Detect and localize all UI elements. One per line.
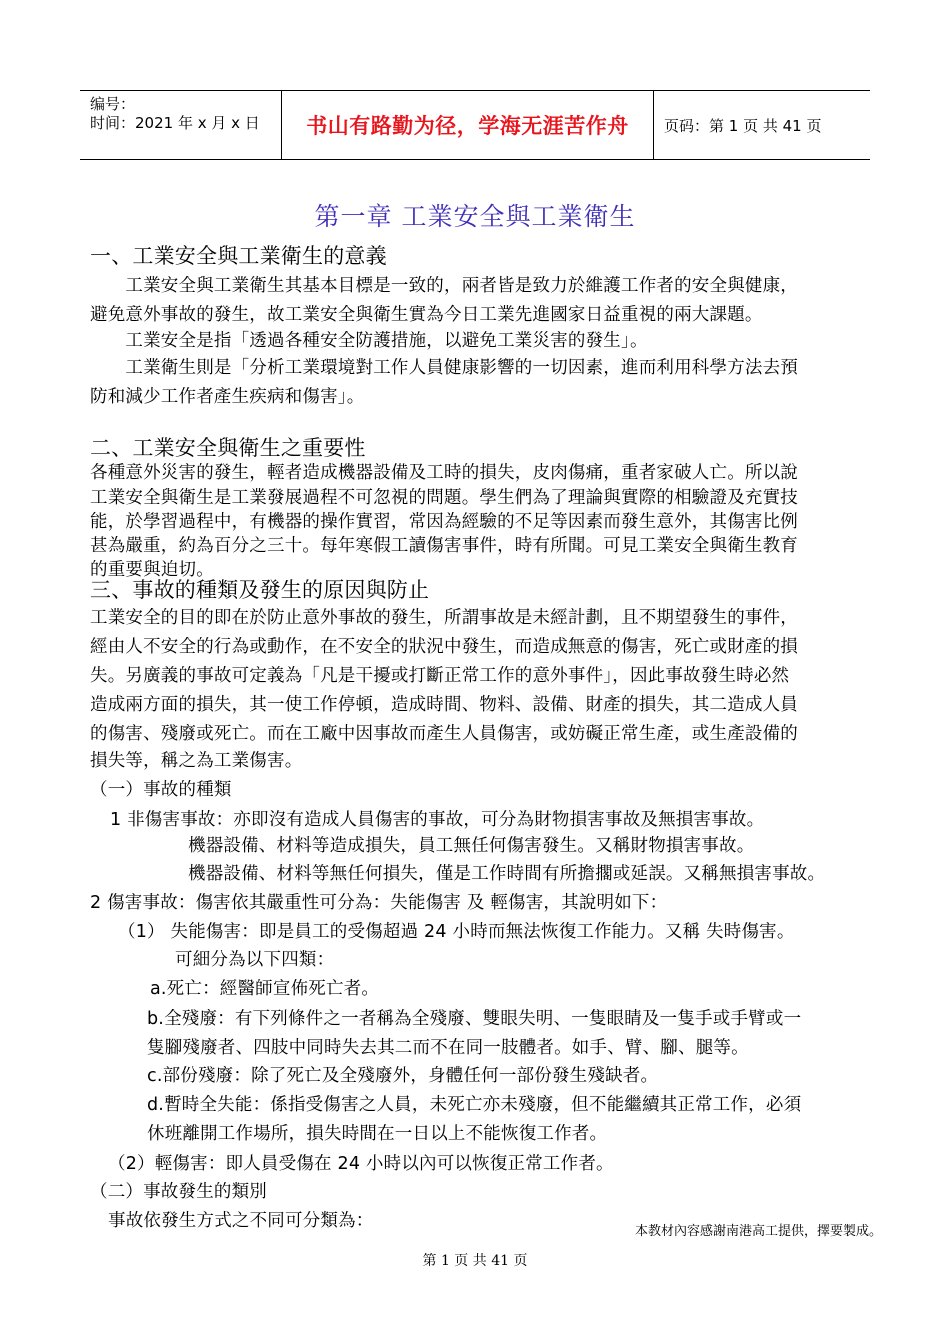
list-item: （2）輕傷害：即人員受傷在 24 小時以內可以恢復正常工作者。: [108, 1154, 614, 1174]
section-heading: 二、工業安全與衛生之重要性: [90, 436, 366, 460]
paragraph-line: 工業衛生則是「分析工業環境對工作人員健康影響的一切因素，進而利用科學方法去預: [90, 358, 798, 378]
header-table: [80, 90, 870, 160]
paragraph-line: 工業安全的目的即在於防止意外事故的發生，所謂事故是未經計劃，且不期望發生的事件，: [90, 608, 798, 628]
paragraph-line: 工業安全與工業衛生其基本目標是一致的，兩者皆是致力於維護工作者的安全與健康，: [90, 276, 798, 296]
list-item-detail: 隻腳殘廢者、四肢中同時失去其二而不在同一肢體者。如手、臂、腳、腿等。: [147, 1038, 749, 1058]
motto: 书山有路勤为径，学海无涯苦作舟: [281, 91, 654, 159]
paragraph-line: 事故依發生方式之不同可分類為：: [108, 1211, 374, 1231]
paragraph-line: 各種意外災害的發生，輕者造成機器設備及工時的損失，皮肉傷痛，重者家破人亡。所以說: [90, 463, 798, 483]
list-item: （1） 失能傷害：即是員工的受傷超過 24 小時而無法恢復工作能力。又稱 失時傷害。: [118, 922, 795, 942]
section-heading: 一、工業安全與工業衛生的意義: [90, 244, 387, 268]
list-item-detail: b.全殘廢：有下列條件之一者稱為全殘廢、雙眼失明、一隻眼睛及一隻手或手臂或一: [147, 1009, 802, 1029]
section-heading: 三、事故的種類及發生的原因與防止: [90, 578, 430, 602]
page-number: 第 1 页 共 41 页: [422, 1253, 528, 1269]
paragraph-line: 工業安全與衛生是工業發展過程不可忽視的問題。學生們為了理論與實際的相驗證及充實技: [90, 488, 798, 508]
paragraph-line: 甚為嚴重，約為百分之三十。每年寒假工讀傷害事件，時有所聞。可見工業安全與衛生教育: [90, 536, 798, 556]
list-item: 1 非傷害事故：亦即沒有造成人員傷害的事故，可分為財物損害事故及無損害事故。: [110, 810, 765, 830]
paragraph-line: 能，於學習過程中，有機器的操作實習，常因為經驗的不足等因素而發生意外，其傷害比例: [90, 512, 798, 532]
subsection-heading: （二）事故發生的類別: [90, 1182, 267, 1202]
footer-note: 本教材內容感謝南港高工提供，擇要製成。: [634, 1224, 882, 1239]
list-item-detail: d.暫時全失能：係指受傷害之人員，未死亡亦未殘廢，但不能繼續其正常工作，必須: [147, 1095, 802, 1115]
subsection-heading: （一）事故的種類: [90, 780, 232, 800]
paragraph-line: 的重要與迫切。: [90, 560, 214, 580]
paragraph-line: 工業安全是指「透過各種安全防護措施，以避免工業災害的發生」。: [90, 331, 648, 351]
number-label: 编号：: [90, 95, 136, 113]
time-label: 时间：2021 年 x 月 x 日: [90, 114, 260, 132]
chapter-title: 第一章 工業安全與工業衛生: [314, 202, 636, 231]
list-item-detail: 休班離開工作場所，損失時間在一日以上不能恢復工作者。: [147, 1124, 608, 1144]
paragraph-line: 的傷害、殘廢或死亡。而在工廠中因事故而產生人員傷害，或妨礙正常生產，或生產設備的: [90, 724, 798, 744]
list-item: 2 傷害事故：傷害依其嚴重性可分為：失能傷害 及 輕傷害，其說明如下：: [90, 893, 668, 913]
paragraph-line: 防和減少工作者產生疾病和傷害」。: [90, 387, 365, 407]
header-meta-cell: [80, 91, 280, 159]
paragraph-line: 經由人不安全的行為或動作，在不安全的狀況中發生，而造成無意的傷害，死亡或財產的損: [90, 637, 798, 657]
paragraph-line: 造成兩方面的損失，其一使工作停頓，造成時間、物料、設備、財產的損失，其二造成人員: [90, 695, 798, 715]
page-info: 页码：第 1 页 共 41 页: [664, 116, 822, 135]
paragraph-line: 失。另廣義的事故可定義為「凡是干擾或打斷正常工作的意外事件」，因此事故發生時必然: [90, 666, 790, 686]
paragraph-line: 避免意外事故的發生，故工業安全與衛生實為今日工業先進國家日益重視的兩大課題。: [90, 305, 763, 325]
list-item-detail: 機器設備、材料等造成損失，員工無任何傷害發生。又稱財物損害事故。: [188, 836, 755, 856]
list-item-detail: a.死亡：經醫師宣佈死亡者。: [150, 979, 380, 999]
list-item-detail: 機器設備、材料等無任何損失，僅是工作時間有所擔擱或延誤。又稱無損害事故。: [188, 864, 826, 884]
list-item-detail: c.部份殘廢：除了死亡及全殘廢外，身體任何一部份發生殘缺者。: [147, 1066, 659, 1086]
list-item-detail: 可細分為以下四類：: [175, 950, 335, 970]
paragraph-line: 損失等，稱之為工業傷害。: [90, 751, 303, 771]
